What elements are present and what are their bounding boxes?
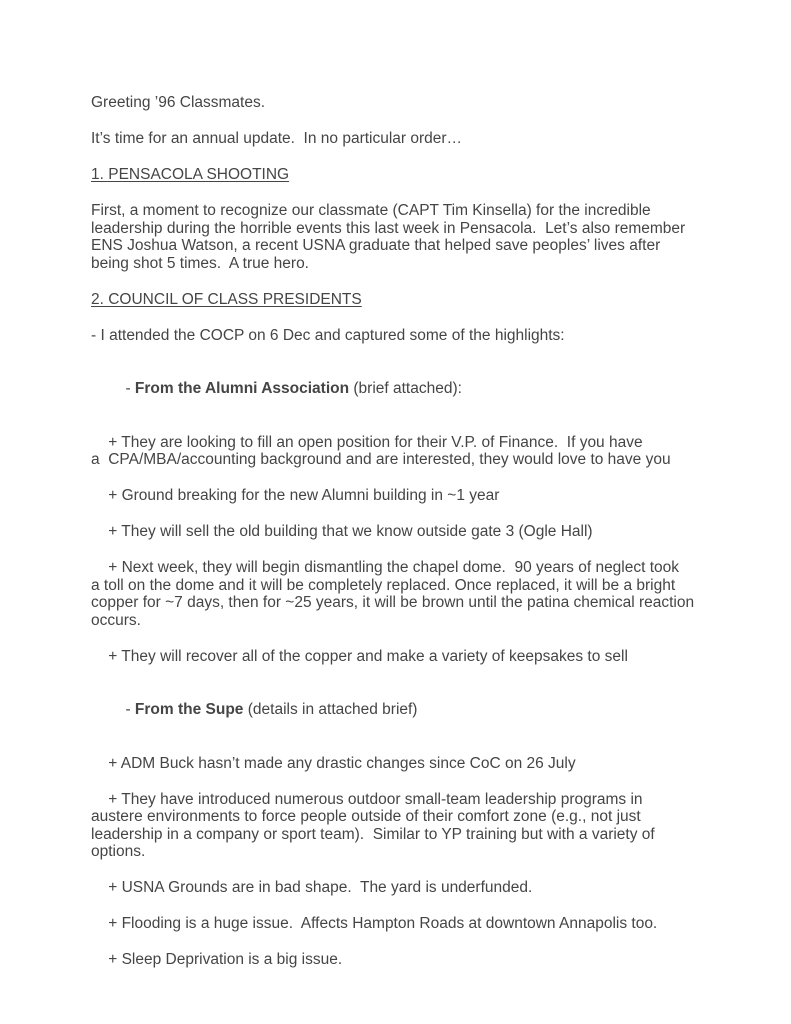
bold-run-alumni-association: From the Alumni Association xyxy=(134,380,350,397)
document-line: leadership in a company or sport team). Similar to YP training but with a variety of xyxy=(91,825,655,843)
document-line: + Flooding is a huge issue. Affects Hampton Roads at downtown Annapolis too. xyxy=(91,915,658,932)
document-line xyxy=(91,684,709,737)
document-line: + ADM Buck hasn’t made any drastic changes since CoC on 26 July xyxy=(91,754,576,772)
alumni-association-lead xyxy=(91,363,709,416)
section-heading-cocp xyxy=(91,291,709,309)
intro-paragraph xyxy=(91,130,709,148)
document-line: ENS Joshua Watson, a recent USNA graduate that helped save peoples’ lives after xyxy=(91,237,661,254)
document-line: + They have introduced numerous outdoor small-team leadership programs in xyxy=(91,790,643,808)
document-line: + They will sell the old building that we know outside gate 3 (Ogle Hall) xyxy=(91,523,593,540)
document-line: Greeting ’96 Classmates. xyxy=(91,94,266,111)
document-line: + Ground breaking for the new Alumni building in ~1 year xyxy=(91,487,500,504)
chapel-dome-item xyxy=(91,559,709,629)
document-line: + Sleep Deprivation is a big issue. xyxy=(91,951,343,968)
document-line: + They are looking to fill an open position for their V.P. of Finance. If you have xyxy=(91,433,643,451)
leadership-programs-item xyxy=(91,791,709,861)
document-line xyxy=(91,363,709,416)
section-heading-text: 2. COUNCIL OF CLASS PRESIDENTS xyxy=(91,290,362,308)
document-line: being shot 5 times. A true hero. xyxy=(91,254,309,272)
plain-run: (details in attached brief) xyxy=(243,701,418,718)
supe-lead xyxy=(91,684,709,737)
document-line: leadership during the horrible events this last week in Pensacola. Let’s also remember xyxy=(91,219,686,237)
plain-run: - xyxy=(125,701,135,718)
sleep-deprivation-item xyxy=(91,951,709,969)
usna-grounds-item xyxy=(91,879,709,897)
adm-buck-item xyxy=(91,755,709,773)
document-line: + They will recover all of the copper and make a variety of keepsakes to sell xyxy=(91,647,628,665)
ground-breaking-item xyxy=(91,487,709,505)
bold-run-supe: From the Supe xyxy=(134,701,244,718)
document-line: It’s time for an annual update. In no particular order… xyxy=(91,130,463,147)
document-line: + Next week, they will begin dismantling the chapel dome. 90 years of neglect took xyxy=(91,559,680,576)
copper-keepsakes-item xyxy=(91,648,709,666)
plain-run: (brief attached): xyxy=(349,380,462,397)
vp-finance-item xyxy=(91,434,709,469)
section-heading-pensacola xyxy=(91,166,709,184)
section-heading-text: 1. PENSACOLA SHOOTING xyxy=(91,166,290,183)
flooding-item xyxy=(91,915,709,933)
document-line: options. xyxy=(91,843,146,860)
document-line: First, a moment to recognize our classmate (CAPT Tim Kinsella) for the incredible xyxy=(91,202,651,219)
document-line: a toll on the dome and it will be completely replaced. Once replaced, it will be a bright xyxy=(91,576,676,594)
document-line: copper for ~7 days, then for ~25 years, it will be brown until the patina chemical reaction xyxy=(91,594,695,611)
ogle-hall-item xyxy=(91,523,709,541)
plain-run: - xyxy=(125,380,135,397)
document-line: a CPA/MBA/accounting background and are interested, they would love to have you xyxy=(91,451,671,468)
pensacola-paragraph xyxy=(91,202,709,272)
document-line: occurs. xyxy=(91,611,141,629)
cocp-attended-paragraph xyxy=(91,327,709,345)
document-line: + USNA Grounds are in bad shape. The yard is underfunded. xyxy=(91,879,533,896)
document-line: austere environments to force people outside of their comfort zone (e.g., not just xyxy=(91,808,641,825)
greeting-paragraph xyxy=(91,94,709,112)
document-content xyxy=(91,94,709,987)
document-line: - I attended the COCP on 6 Dec and captured some of the highlights: xyxy=(91,326,565,344)
